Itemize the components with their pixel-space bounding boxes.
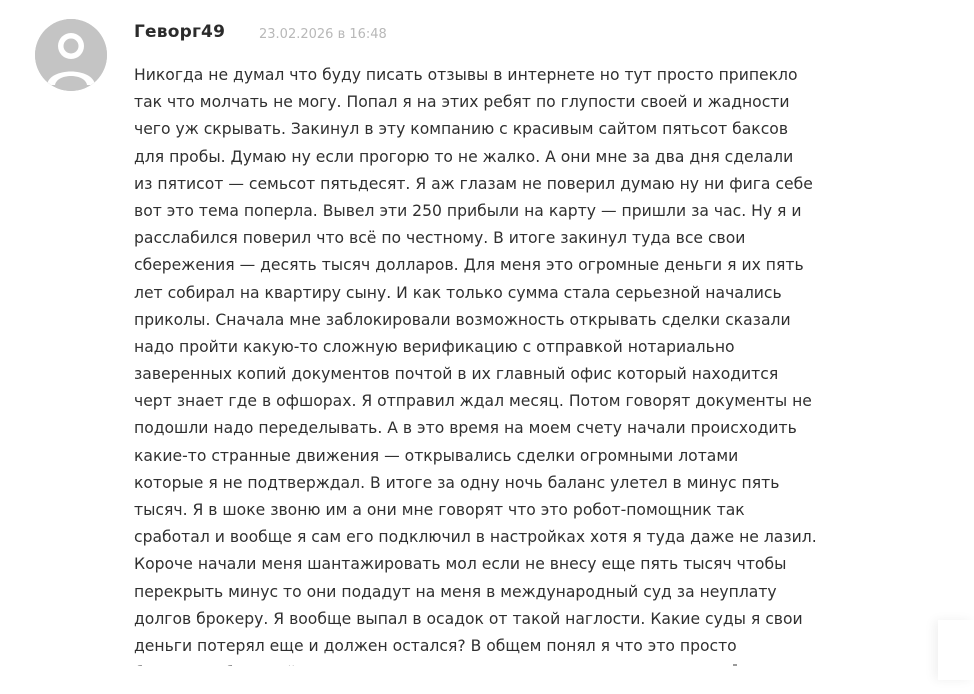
comment-text-line: Никогда не думал что буду писать отзывы в интернете но тут просто припекло xyxy=(134,66,798,84)
comment-text-line: приколы. Сначала мне заблокировали возможность открывать сделки сказали xyxy=(134,310,791,329)
comment-text-line: чего уж скрывать. Закинул в эту компанию с красивым сайтом пятьсот баксов xyxy=(134,120,789,139)
comment-text-line: заверенных копий документов почтой в их главный офис который находится xyxy=(134,365,779,384)
cursor-mark xyxy=(733,664,737,666)
comment-text-line: сработал и вообще я сам его подключил в настройках хотя я туда даже не лазил. xyxy=(134,528,817,547)
comment-date: 23.02.2026 в 16:48 xyxy=(259,27,387,42)
comment-text-line: лет собирал на квартиру сыну. И как только сумма стала серьезной начались xyxy=(134,283,782,302)
comment-text-line: тысяч. Я в шоке звоню им а они мне говорят что это робот-помощник так xyxy=(134,501,745,519)
comment-text-line: какие-то странные движения — открывались сделки огромными лотами xyxy=(134,446,739,465)
user-placeholder-icon xyxy=(35,19,107,91)
comment-text-line: долгов брокеру. Я вообще выпал в осадок от такой наглости. Какие суды я свои xyxy=(134,609,803,628)
comment-text-line: перекрыть минус то они подадут на меня в международный суд за неуплату xyxy=(134,582,777,601)
avatar[interactable] xyxy=(35,19,107,91)
comment-author[interactable]: Геворг49 xyxy=(134,22,226,42)
comment-text-line: из пятисот — семьсот пятьдесят. Я аж глазам не поверил думаю ну ни фига себе xyxy=(134,174,813,193)
comment-text-line: которые я не подтверждал. В итоге за одну ночь баланс улетел в минус пять xyxy=(134,473,780,492)
comment-text-line: так что молчать не могу. Попал я на этих ребят по глупости своей и жадности xyxy=(134,93,790,112)
bottom-overlay xyxy=(0,666,974,694)
corner-panel xyxy=(938,620,974,680)
comment-text-line: вот это тема поперла. Вывел эти 250 прибыли на карту — пришли за час. Ну я и xyxy=(134,201,802,220)
comment-text-line: черт знает где в офшорах. Я отправил ждал месяц. Потом говорят документы не xyxy=(134,392,812,411)
comment-text-line: подошли надо переделывать. А в это время на моем счету начали происходить xyxy=(134,419,797,438)
comment-text-line: Короче начали меня шантажировать мол если не внесу еще пять тысяч чтобы xyxy=(134,555,787,574)
comment-text-line: сбережения — десять тысяч долларов. Для меня это огромные деньги я их пять xyxy=(134,256,804,275)
comment-body xyxy=(134,62,924,687)
comment-text-line: для пробы. Думаю ну если прогорю то не жалко. А они мне за два дня сделали xyxy=(134,147,794,166)
comment-text-line: деньги потерял еще и должен остался? В общем понял я что это просто xyxy=(134,636,737,655)
comment-text-line: расслабился поверил что всё по честному. В итоге закинул туда все свои xyxy=(134,229,746,248)
comment-text-line: надо пройти какую-то сложную верификацию с отправкой нотариально xyxy=(134,337,735,356)
